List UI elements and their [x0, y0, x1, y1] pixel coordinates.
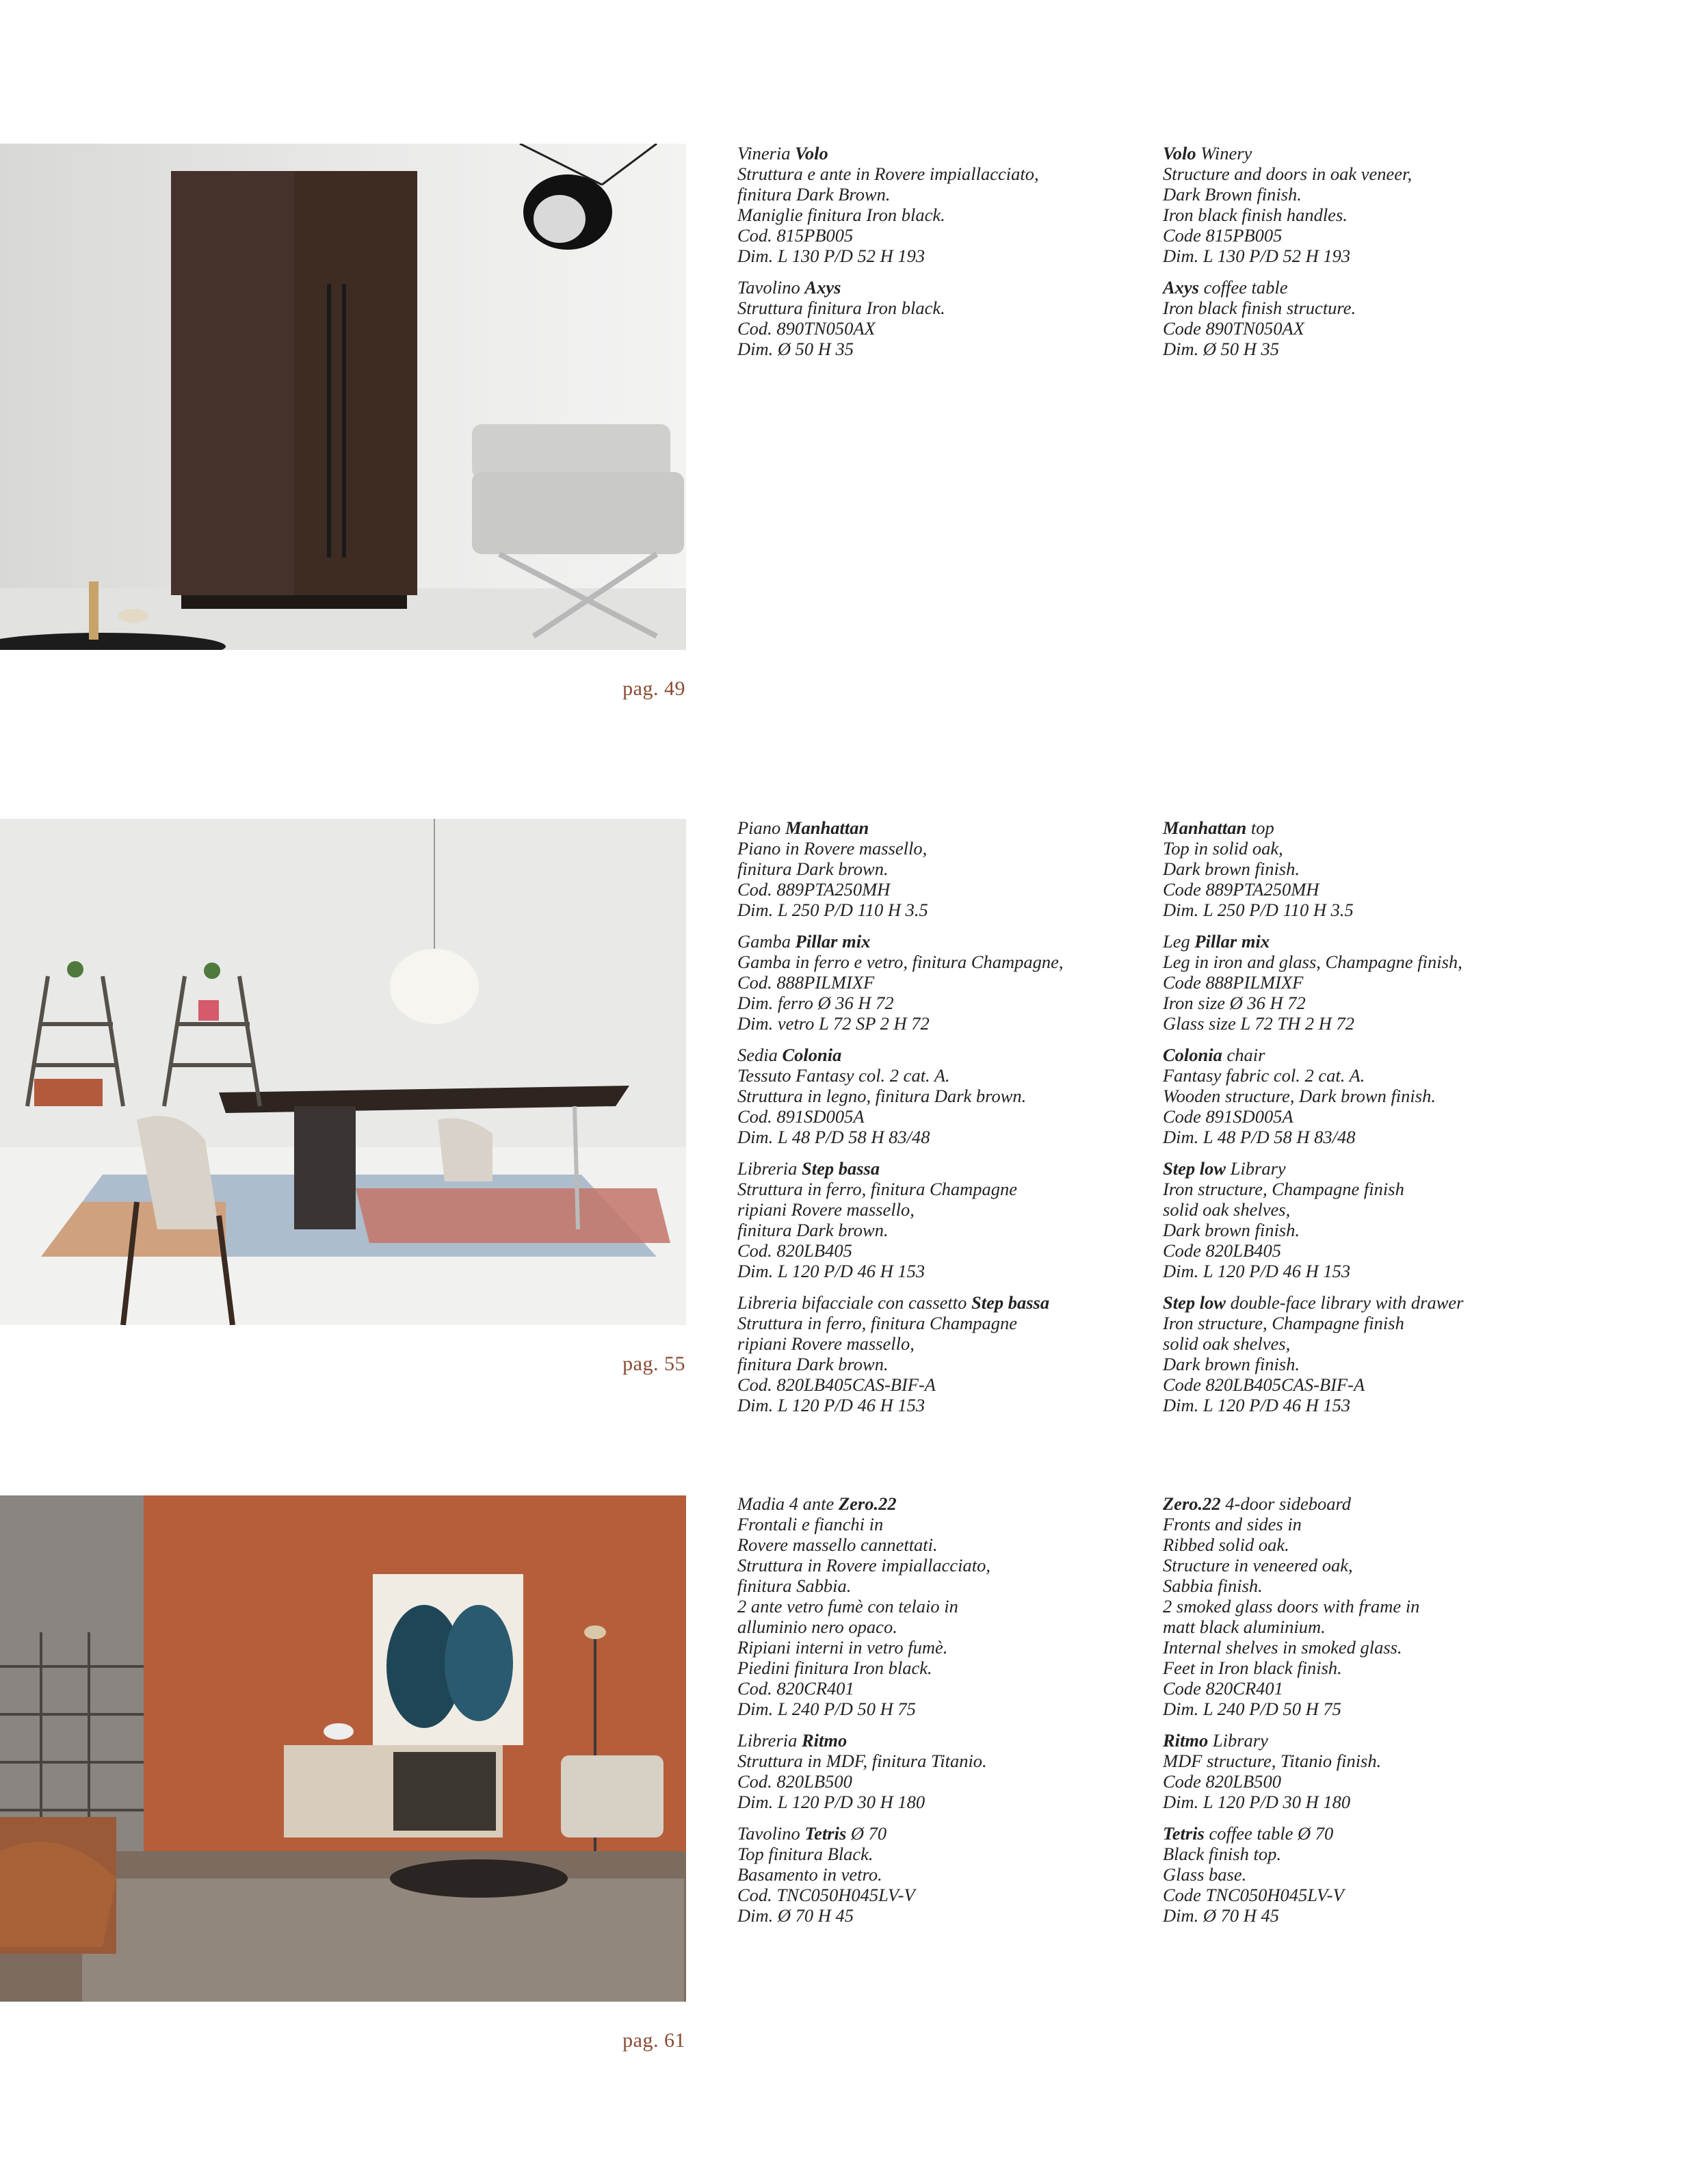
spec-line: Dim. L 250 P/D 110 H 3.5	[737, 900, 928, 920]
product-title	[1163, 1730, 1573, 1751]
spec-line: solid oak shelves,	[1163, 1333, 1291, 1354]
section-3-italian-specs	[737, 1493, 1148, 1937]
product-title	[1163, 1823, 1573, 1844]
product-spec-block	[1163, 277, 1573, 359]
spec-line: finitura Dark brown.	[737, 1354, 889, 1374]
spec-line: Dim. L 240 P/D 50 H 75	[1163, 1699, 1341, 1719]
product-type-suffix: coffee table	[1199, 277, 1288, 298]
product-title	[1163, 143, 1573, 163]
product-name: Pillar mix	[795, 931, 871, 952]
product-spec-block	[1163, 1292, 1573, 1415]
spec-line: Struttura in ferro, finitura Champagne	[737, 1179, 1018, 1199]
spec-line: Tessuto Fantasy col. 2 cat. A.	[737, 1065, 950, 1086]
product-spec-block	[737, 1158, 1148, 1281]
spec-line: MDF structure, Titanio finish.	[1163, 1751, 1382, 1771]
product-spec-block	[737, 1493, 1148, 1719]
spec-line: Code 888PILMIXF	[1163, 972, 1304, 993]
product-name: Volo	[1163, 143, 1196, 163]
page-reference: pag. 55	[622, 1352, 685, 1375]
product-type-suffix: double-face library with drawer	[1226, 1292, 1464, 1313]
spec-line: Dim. L 120 P/D 30 H 180	[1163, 1792, 1351, 1812]
spec-line: finitura Dark brown.	[737, 1220, 889, 1240]
spec-line: Cod. 820LB405	[737, 1240, 852, 1261]
spec-line: 2 smoked glass doors with frame in	[1163, 1596, 1420, 1617]
product-type-prefix: Tavolino	[737, 277, 805, 298]
product-name: Colonia	[782, 1045, 842, 1065]
spec-line: Frontali e fianchi in	[737, 1514, 884, 1534]
product-title	[737, 817, 1148, 838]
product-title	[737, 1730, 1148, 1751]
product-type-suffix: top	[1246, 817, 1274, 838]
spec-line: Code 820LB405CAS-BIF-A	[1163, 1374, 1365, 1395]
spec-line: Code 890TN050AX	[1163, 318, 1304, 339]
spec-line: Dim. L 48 P/D 58 H 83/48	[737, 1127, 930, 1147]
spec-line: Leg in iron and glass, Champagne finish,	[1163, 952, 1462, 972]
spec-line: Ripiani interni in vetro fumè.	[737, 1637, 948, 1658]
spec-line: Code 889PTA250MH	[1163, 879, 1319, 900]
product-name: Axys	[1163, 277, 1199, 298]
spec-line: Cod. 820CR401	[737, 1678, 854, 1699]
spec-line: Piano in Rovere massello,	[737, 838, 928, 859]
spec-line: Code 891SD005A	[1163, 1106, 1293, 1127]
product-type-suffix: Library	[1226, 1158, 1286, 1179]
product-type-suffix: Winery	[1196, 143, 1252, 163]
spec-line: Dim. L 240 P/D 50 H 75	[737, 1699, 916, 1719]
product-name: Tetris	[804, 1823, 847, 1844]
spec-line: Gamba in ferro e vetro, finitura Champagne,	[737, 952, 1064, 972]
spec-line: Internal shelves in smoked glass.	[1163, 1637, 1402, 1658]
product-spec-block	[1163, 1045, 1573, 1147]
spec-line: Struttura finitura Iron black.	[737, 298, 945, 318]
product-spec-block	[737, 143, 1148, 266]
product-type-suffix: coffee table Ø 70	[1204, 1823, 1334, 1844]
spec-line: 2 ante vetro fumè con telaio in	[737, 1596, 958, 1617]
spec-line: Piedini finitura Iron black.	[737, 1658, 932, 1678]
section-1-italian-specs	[737, 143, 1148, 370]
product-type-suffix: 4-door sideboard	[1220, 1493, 1352, 1514]
product-name: Zero.22	[1163, 1493, 1221, 1514]
product-type-suffix: chair	[1222, 1045, 1265, 1065]
spec-line: Struttura in legno, finitura Dark brown.	[737, 1086, 1027, 1106]
spec-line: Wooden structure, Dark brown finish.	[1163, 1086, 1436, 1106]
spec-line: Iron structure, Champagne finish	[1163, 1179, 1404, 1199]
product-spec-block	[737, 1045, 1148, 1147]
product-name: Step bassa	[802, 1158, 880, 1179]
spec-line: Black finish top.	[1163, 1844, 1281, 1864]
product-title	[1163, 1493, 1573, 1514]
product-spec-block	[1163, 817, 1573, 920]
spec-line: Rovere massello cannettati.	[737, 1534, 938, 1555]
product-type-suffix: Ø 70	[846, 1823, 887, 1844]
spec-line: Top in solid oak,	[1163, 838, 1283, 859]
spec-line: Dim. L 120 P/D 46 H 153	[1163, 1261, 1351, 1281]
spec-line: Top finitura Black.	[737, 1844, 873, 1864]
product-type-prefix: Gamba	[737, 931, 796, 952]
spec-line: alluminio nero opaco.	[737, 1617, 897, 1637]
product-title	[737, 1823, 1148, 1844]
product-spec-block	[1163, 931, 1573, 1034]
spec-line: Fantasy fabric col. 2 cat. A.	[1163, 1065, 1365, 1086]
product-spec-block	[1163, 143, 1573, 266]
section-2-english-specs	[1163, 817, 1573, 1426]
product-title	[737, 1493, 1148, 1514]
spec-line: Iron size Ø 36 H 72	[1163, 993, 1306, 1013]
product-type-suffix: Library	[1208, 1730, 1268, 1751]
spec-line: Dim. L 130 P/D 52 H 193	[737, 246, 925, 266]
product-spec-block	[1163, 1158, 1573, 1281]
product-spec-block	[1163, 1823, 1573, 1926]
product-name: Ritmo	[802, 1730, 848, 1751]
spec-line: finitura Dark Brown.	[737, 184, 891, 205]
product-spec-block	[737, 277, 1148, 359]
section-1-english-specs	[1163, 143, 1573, 370]
spec-line: Structure in veneered oak,	[1163, 1555, 1353, 1575]
spec-line: Cod. 820LB500	[737, 1771, 852, 1792]
product-type-prefix: Tavolino	[737, 1823, 805, 1844]
product-title	[1163, 817, 1573, 838]
product-name: Tetris	[1163, 1823, 1205, 1844]
product-title	[1163, 277, 1573, 298]
product-photo-manhattan-table	[0, 819, 686, 1325]
product-title	[737, 1158, 1148, 1179]
product-name: Volo	[795, 143, 828, 163]
spec-line: Dark Brown finish.	[1163, 184, 1302, 205]
product-name: Step low	[1163, 1292, 1226, 1313]
product-title	[737, 277, 1148, 298]
product-type-prefix: Libreria	[737, 1730, 802, 1751]
spec-line: matt black aluminium.	[1163, 1617, 1326, 1637]
spec-line: Iron black finish structure.	[1163, 298, 1356, 318]
product-type-prefix: Libreria bifacciale con cassetto	[737, 1292, 971, 1313]
spec-line: Dark brown finish.	[1163, 859, 1300, 879]
spec-line: Dim. Ø 70 H 45	[1163, 1905, 1280, 1926]
product-name: Step bassa	[971, 1292, 1050, 1313]
spec-line: Dark brown finish.	[1163, 1220, 1300, 1240]
spec-line: Glass base.	[1163, 1864, 1247, 1885]
spec-line: Iron structure, Champagne finish	[1163, 1313, 1404, 1333]
product-name: Axys	[804, 277, 841, 298]
spec-line: finitura Sabbia.	[737, 1575, 852, 1596]
spec-line: Code 820LB500	[1163, 1771, 1281, 1792]
spec-line: Basamento in vetro.	[737, 1864, 882, 1885]
product-name: Manhattan	[1163, 817, 1247, 838]
spec-line: Struttura e ante in Rovere impiallacciato,	[737, 163, 1039, 184]
spec-line: Dim. vetro L 72 SP 2 H 72	[737, 1013, 930, 1034]
product-type-prefix: Leg	[1163, 931, 1195, 952]
spec-line: Feet in Iron black finish.	[1163, 1658, 1342, 1678]
spec-line: Dim. L 120 P/D 46 H 153	[737, 1261, 925, 1281]
spec-line: finitura Dark brown.	[737, 859, 889, 879]
product-spec-block	[737, 1823, 1148, 1926]
product-name: Ritmo	[1163, 1730, 1209, 1751]
spec-line: Cod. 890TN050AX	[737, 318, 876, 339]
product-spec-block	[737, 931, 1148, 1034]
spec-line: Cod. 815PB005	[737, 225, 854, 246]
spec-line: Fronts and sides in	[1163, 1514, 1302, 1534]
product-title	[1163, 1045, 1573, 1065]
spec-line: Glass size L 72 TH 2 H 72	[1163, 1013, 1355, 1034]
spec-line: Sabbia finish.	[1163, 1575, 1263, 1596]
spec-line: Dim. L 120 P/D 46 H 153	[1163, 1395, 1351, 1415]
spec-line: Dim. L 120 P/D 30 H 180	[737, 1792, 925, 1812]
spec-line: Cod. 820LB405CAS-BIF-A	[737, 1374, 936, 1395]
page-reference: pag. 49	[622, 677, 685, 700]
spec-line: Struttura in Rovere impiallacciato,	[737, 1555, 990, 1575]
product-spec-block	[737, 817, 1148, 920]
product-title	[737, 931, 1148, 952]
spec-line: Dim. L 250 P/D 110 H 3.5	[1163, 900, 1354, 920]
product-spec-block	[1163, 1730, 1573, 1812]
spec-line: Struttura in MDF, finitura Titanio.	[737, 1751, 987, 1771]
product-photo-volo-winery	[0, 144, 686, 650]
spec-line: Cod. TNC050H045LV-V	[737, 1885, 915, 1905]
spec-line: Dim. L 130 P/D 52 H 193	[1163, 246, 1351, 266]
product-name: Colonia	[1163, 1045, 1222, 1065]
spec-line: Dim. ferro Ø 36 H 72	[737, 993, 894, 1013]
product-title	[1163, 931, 1573, 952]
spec-line: Cod. 891SD005A	[737, 1106, 865, 1127]
spec-line: Code TNC050H045LV-V	[1163, 1885, 1344, 1905]
product-type-prefix: Libreria	[737, 1158, 802, 1179]
product-title	[1163, 1158, 1573, 1179]
section-2-italian-specs	[737, 817, 1148, 1426]
spec-line: solid oak shelves,	[1163, 1199, 1291, 1220]
product-name: Pillar mix	[1194, 931, 1270, 952]
spec-line: Struttura in ferro, finitura Champagne	[737, 1313, 1018, 1333]
product-title	[737, 143, 1148, 163]
spec-line: Structure and doors in oak veneer,	[1163, 163, 1413, 184]
product-name: Step low	[1163, 1158, 1226, 1179]
product-name: Manhattan	[785, 817, 869, 838]
product-type-prefix: Vineria	[737, 143, 796, 163]
spec-line: Dim. L 48 P/D 58 H 83/48	[1163, 1127, 1356, 1147]
spec-line: ripiani Rovere massello,	[737, 1333, 915, 1354]
spec-line: Cod. 889PTA250MH	[737, 879, 891, 900]
product-type-prefix: Sedia	[737, 1045, 783, 1065]
product-type-prefix: Piano	[737, 817, 785, 838]
spec-line: Cod. 888PILMIXF	[737, 972, 875, 993]
product-spec-block	[737, 1292, 1148, 1415]
spec-line: Dim. Ø 70 H 45	[737, 1905, 854, 1926]
product-photo-zero22-sideboard	[0, 1495, 686, 2002]
product-title	[737, 1292, 1148, 1313]
spec-line: Dim. Ø 50 H 35	[737, 339, 854, 359]
spec-line: ripiani Rovere massello,	[737, 1199, 915, 1220]
product-spec-block	[737, 1730, 1148, 1812]
product-title	[737, 1045, 1148, 1065]
product-title	[1163, 1292, 1573, 1313]
spec-line: Code 815PB005	[1163, 225, 1283, 246]
spec-line: Ribbed solid oak.	[1163, 1534, 1289, 1555]
spec-line: Code 820LB405	[1163, 1240, 1281, 1261]
spec-line: Maniglie finitura Iron black.	[737, 205, 945, 225]
product-spec-block	[1163, 1493, 1573, 1719]
spec-line: Dark brown finish.	[1163, 1354, 1300, 1374]
product-type-prefix: Madia 4 ante	[737, 1493, 839, 1514]
spec-line: Iron black finish handles.	[1163, 205, 1348, 225]
spec-line: Code 820CR401	[1163, 1678, 1283, 1699]
section-3-english-specs	[1163, 1493, 1573, 1937]
page-reference: pag. 61	[622, 2029, 685, 2052]
spec-line: Dim. L 120 P/D 46 H 153	[737, 1395, 925, 1415]
product-name: Zero.22	[838, 1493, 897, 1514]
spec-line: Dim. Ø 50 H 35	[1163, 339, 1280, 359]
